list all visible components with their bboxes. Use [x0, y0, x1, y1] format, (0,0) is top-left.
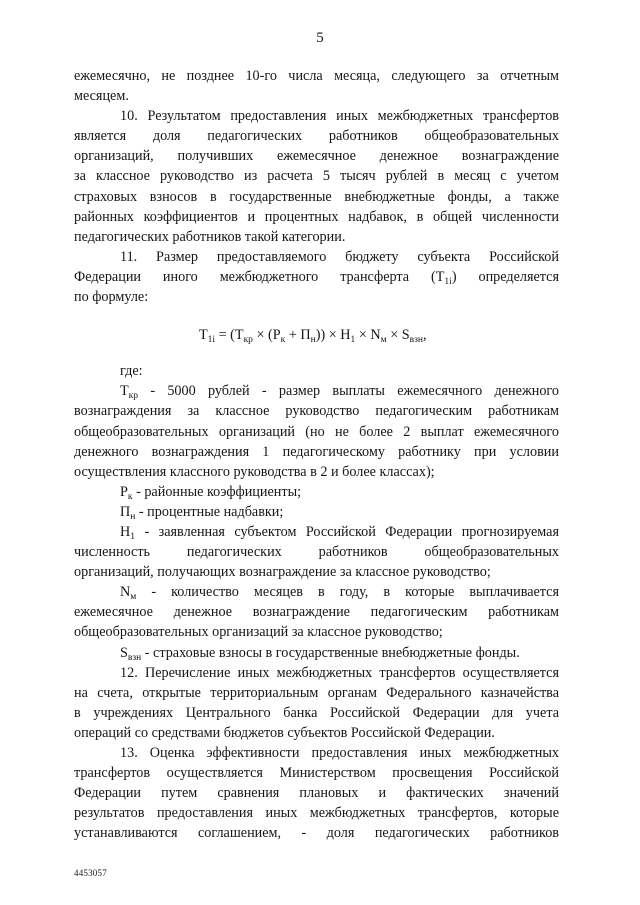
paragraph-12-line: 12. Перечисление иных межбюджетных трансфертов осуществляется: [120, 664, 559, 681]
text-line: общеобразовательных организаций за классное руководство;: [74, 624, 443, 641]
definition-pk: $Р_к$ - районные коэффициенты;: [120, 483, 302, 502]
text-line: на счета, открытые территориальным органам Федерального казначейства: [74, 684, 559, 701]
text-line: Федерации иного межбюджетного трансферта $(Т_{1i})$ определяется: [74, 268, 559, 287]
definition-nm: $N_м$ - количество месяцев в году, в которые выплачивается: [120, 584, 560, 603]
text-line: вознаграждения за классное руководство педагогическим работникам: [74, 403, 559, 420]
definition-tkr: $Т_{кр} - 5000$ рублей - размер выплаты ежемесячного денежного: [120, 383, 559, 402]
text-line: месяцем.: [74, 88, 129, 105]
text-line: денежного вознаграждения 1 педагогическому работнику при условии: [74, 443, 559, 460]
text-line: районных коэффициентов и процентных надбавок, в общей численности: [74, 208, 559, 225]
text-line: общеобразовательных организаций (но не более 2 выплат ежемесячного: [74, 423, 559, 440]
text-line: ежемесячно, не позднее 10-го числа месяца, следующего за отчетным: [74, 68, 559, 84]
text-line: операций со средствами бюджетов субъектов Российской Федерации.: [74, 724, 495, 741]
text-line: педагогических работников такой категории.: [74, 228, 346, 245]
paragraph-10-line: 10. Результатом предоставления иных межбюджетных трансфертов: [120, 108, 559, 125]
text-line: численность педагогических работников общеобразовательных: [74, 544, 559, 561]
text-line: Федерации путем сравнения плановых и фактических значений: [74, 785, 559, 802]
paragraph-13-line: 13. Оценка эффективности предоставления иных межбюджетных: [120, 745, 559, 761]
document-body: [74, 66, 559, 843]
where-label: где:: [120, 363, 143, 380]
text-line: устанавливаются соглашением, - доля педагогических работников: [74, 825, 559, 842]
page-number: 5: [316, 30, 324, 46]
definition-svzn: $S_{взн}$ - страховые взносы в государственные внебюджетные фонды.: [120, 644, 520, 663]
text-line: является доля педагогических работников общеобразовательных: [74, 128, 559, 145]
text-line: в учреждениях Центрального банка Российской Федерации для учета: [74, 704, 559, 721]
definition-pn: $П_н$ - процентные надбавки;: [120, 503, 284, 522]
formula: $Т_{1i} = (Т_{кр} \times (Р_к + П_н)) \times Н_1 \times N_м \times S_{взн}$,: [199, 327, 427, 346]
text-line: результатов предоставления иных межбюджетных трансфертов, которые: [74, 805, 559, 822]
text-line: организаций, получающих вознаграждение за классное руководство;: [74, 564, 491, 581]
text-line: ежемесячное денежное вознаграждение педагогическим работникам: [74, 604, 559, 621]
text-line: организаций, получивших ежемесячное денежное вознаграждение: [74, 148, 559, 165]
paragraph-11-line: 11. Размер предоставляемого бюджету субъекта Российской: [120, 248, 559, 265]
text-line: за классное руководство из расчета 5 тысяч рублей в месяц с учетом: [74, 168, 559, 185]
text-line: осуществления классного руководства в 2 и более классах);: [74, 463, 435, 480]
text-line: страховых взносов в государственные внебюджетные фонды, а также: [74, 188, 559, 205]
text-line: по формуле:: [74, 289, 149, 306]
text-line: трансфертов осуществляется Министерством просвещения Российской: [74, 765, 559, 782]
definition-h1: $Н_1$ - заявленная субъектом Российской Федерации прогнозируемая: [120, 523, 559, 542]
document-id: 4453057: [74, 868, 107, 878]
